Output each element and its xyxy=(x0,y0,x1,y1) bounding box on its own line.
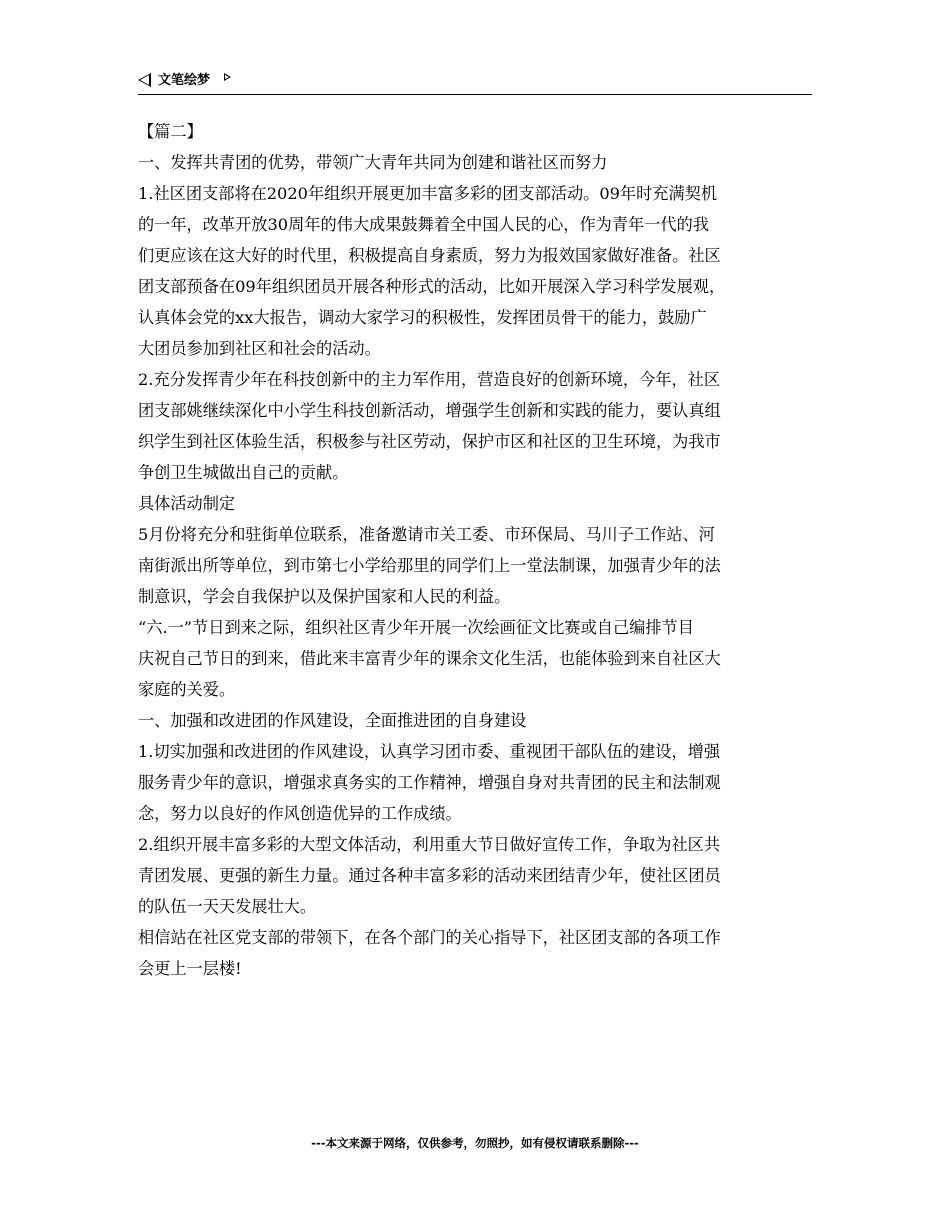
text-line: 的队伍一天天发展壮大。 xyxy=(138,897,317,916)
text-line: 1.切实加强和改进团的作风建设，认真学习团市委、重视团干部队伍的建设，增强 xyxy=(138,742,721,761)
footer-disclaimer: ---本文来源于网络，仅供参考，勿照抄，如有侵权请联系删除--- xyxy=(311,1136,639,1150)
text-line: 一、加强和改进团的作风建设，全面推进团的自身建设 xyxy=(138,711,527,730)
text-line: 制意识，学会自我保护以及保护国家和人民的利益。 xyxy=(138,587,511,606)
right-triangle-icon xyxy=(224,73,231,81)
text-line: 青团发展、更强的新生力量。通过各种丰富多彩的活动来团结青少年，使社区团员 xyxy=(138,866,721,885)
text-line: 们更应该在这大好的时代里，积极提高自身素质，努力为报效国家做好准备。社区 xyxy=(138,246,721,265)
text-line: 织学生到社区体验生活，积极参与社区劳动，保护市区和社区的卫生环境，为我市 xyxy=(138,432,721,451)
text-line: 大团员参加到社区和社会的活动。 xyxy=(138,339,381,358)
text-line: “六.一”节日到来之际，组织社区青少年开展一次绘画征文比赛或自己编排节目 xyxy=(138,618,694,637)
text-line: 南街派出所等单位，到市第七小学给那里的同学们上一堂法制课，加强青少年的法 xyxy=(138,556,721,575)
text-line: 念，努力以良好的作风创造优异的工作成绩。 xyxy=(138,804,462,823)
text-line: 会更上一层楼! xyxy=(138,959,242,978)
text-line: 2.组织开展丰富多彩的大型文体活动，利用重大节日做好宣传工作，争取为社区共 xyxy=(138,835,721,854)
text-line: 争创卫生城做出自己的贡献。 xyxy=(138,463,349,482)
text-line: 团支部预备在09年组织团员开展各种形式的活动，比如开展深入学习科学发展观， xyxy=(138,277,726,296)
text-line: 1.社区团支部将在2020年组织开展更加丰富多彩的团支部活动。09年时充满契机 xyxy=(138,184,718,203)
text-line: 相信站在社区党支部的带领下，在各个部门的关心指导下，社区团支部的各项工作 xyxy=(138,928,721,947)
text-line: 认真体会党的xx大报告，调动大家学习的积极性，发挥团员骨干的能力，鼓励广 xyxy=(138,308,707,327)
text-line: 庆祝自己节日的到来，借此来丰富青少年的课余文化生活，也能体验到来自社区大 xyxy=(138,649,721,668)
text-line: 具体活动制定 xyxy=(138,494,236,513)
text-line: 家庭的关爱。 xyxy=(138,680,236,699)
text-line: 的一年，改革开放30周年的伟大成果鼓舞着全中国人民的心，作为青年一代的我 xyxy=(138,215,709,234)
left-triangle-icon xyxy=(138,73,151,87)
text-line: 5月份将充分和驻街单位联系，准备邀请市关工委、市环保局、马川子工作站、河 xyxy=(138,525,715,544)
text-line: 一、发挥共青团的优势，带领广大青年共同为创建和谐社区而努力 xyxy=(138,153,608,172)
text-line: 团支部姚继续深化中小学生科技创新活动，增强学生创新和实践的能力，要认真组 xyxy=(138,401,721,420)
text-line: 服务青少年的意识，增强求真务实的工作精神，增强自身对共青团的民主和法制观 xyxy=(138,773,721,792)
text-line: 【篇二】 xyxy=(138,122,203,141)
header-title: 文笔绘梦 xyxy=(158,73,211,88)
page-header xyxy=(138,70,812,95)
text-line: 2.充分发挥青少年在科技创新中的主力军作用，营造良好的创新环境，今年，社区 xyxy=(138,370,721,389)
document-body xyxy=(138,116,814,984)
